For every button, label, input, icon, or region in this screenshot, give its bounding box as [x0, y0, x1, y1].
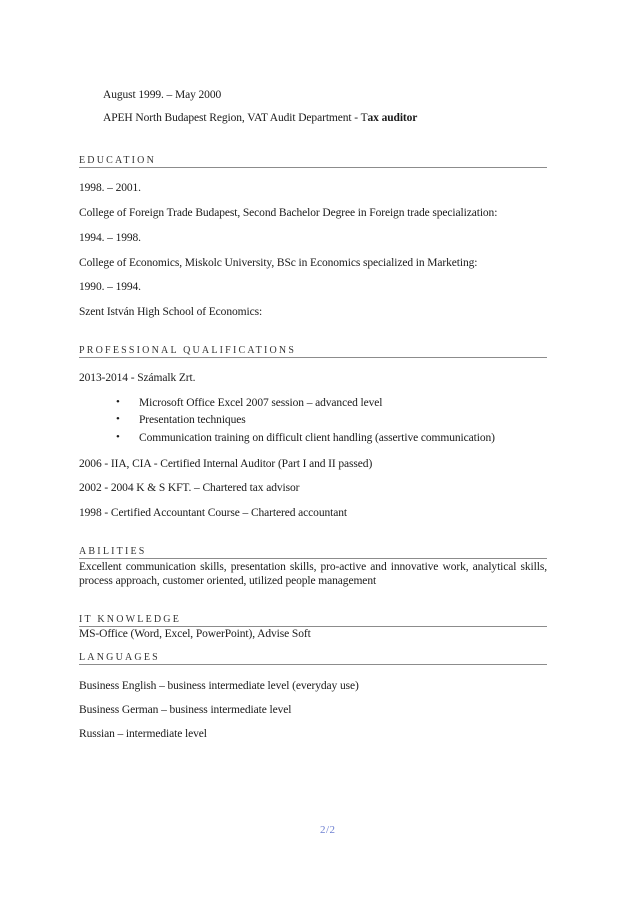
education-text-2: College of Economics, Miskolc University, BSc in Economics specialized in Marketing:	[79, 257, 478, 269]
education-divider	[79, 167, 547, 168]
experience-role: ax auditor	[367, 112, 418, 124]
abilities-text: Excellent communication skills, presentation skills, pro-active and innovative work, analytical skills, process approach, customer oriented, utilized people management	[79, 561, 547, 587]
bullet-item-3: Communication training on difficult client handling (assertive communication)	[139, 432, 495, 444]
education-heading: EDUCATION	[79, 155, 157, 166]
languages-divider	[79, 664, 547, 665]
education-period-1: 1998. – 2001.	[79, 182, 141, 194]
qualification-item-1: 2006 - IIA, CIA - Certified Internal Auditor (Part I and II passed)	[79, 458, 373, 470]
bullet-icon: •	[116, 431, 120, 443]
language-item-1: Business English – business intermediate level (everyday use)	[79, 680, 359, 692]
qualification-item-3: 1998 - Certified Accountant Course – Chartered accountant	[79, 507, 347, 519]
bullet-icon: •	[116, 413, 120, 425]
languages-heading: LANGUAGES	[79, 652, 160, 663]
education-period-2: 1994. – 1998.	[79, 232, 141, 244]
it-text: MS-Office (Word, Excel, PowerPoint), Advise Soft	[79, 628, 311, 640]
bullet-item-1: Microsoft Office Excel 2007 session – advanced level	[139, 397, 383, 409]
qualification-item-2: 2002 - 2004 K & S KFT. – Chartered tax advisor	[79, 482, 300, 494]
bullet-icon: •	[116, 396, 120, 408]
experience-org-text: APEH North Budapest Region, VAT Audit Department - T	[103, 112, 368, 124]
language-item-3: Russian – intermediate level	[79, 728, 207, 740]
abilities-heading: ABILITIES	[79, 546, 147, 557]
qualification-szamalk: 2013-2014 - Számalk Zrt.	[79, 372, 196, 384]
it-heading: IT KNOWLEDGE	[79, 614, 182, 625]
education-text-3: Szent István High School of Economics:	[79, 306, 263, 318]
qualifications-divider	[79, 357, 547, 358]
experience-org	[103, 111, 417, 125]
education-text-1: College of Foreign Trade Budapest, Second Bachelor Degree in Foreign trade specialization:	[79, 207, 498, 219]
experience-period: August 1999. – May 2000	[103, 89, 222, 101]
bullet-item-2: Presentation techniques	[139, 414, 246, 426]
abilities-divider	[79, 558, 547, 559]
qualifications-heading: PROFESSIONAL QUALIFICATIONS	[79, 345, 297, 356]
page-number: 2/2	[320, 824, 336, 836]
language-item-2: Business German – business intermediate level	[79, 704, 292, 716]
education-period-3: 1990. – 1994.	[79, 281, 141, 293]
